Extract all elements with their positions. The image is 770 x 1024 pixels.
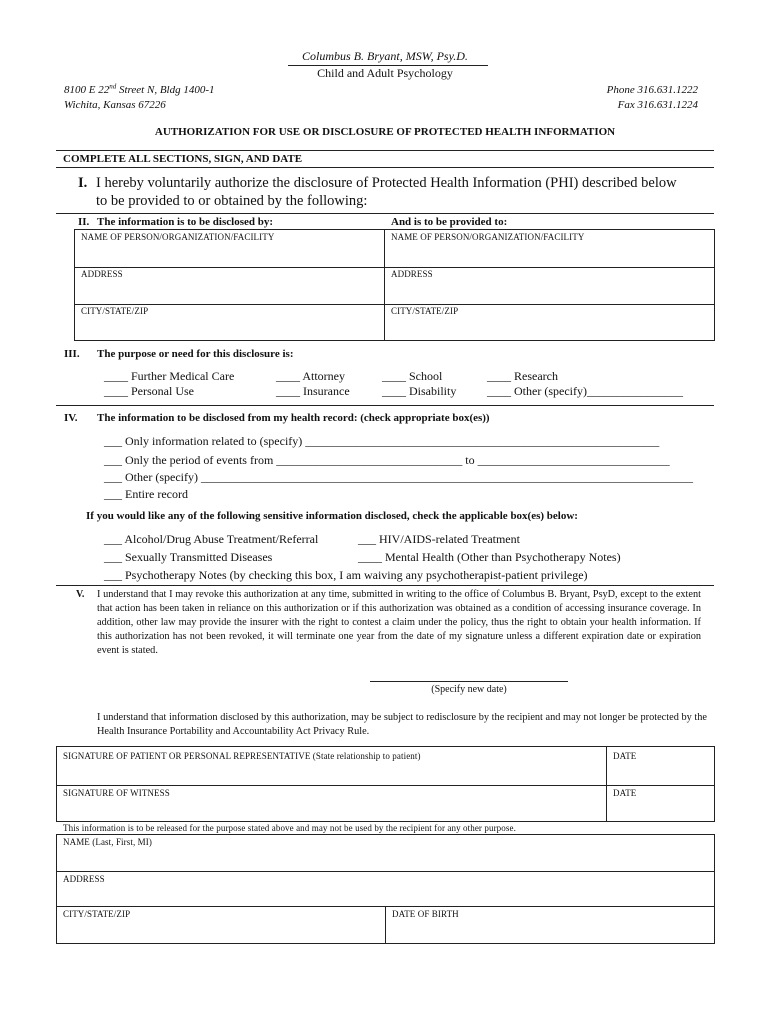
record-heading: The information to be disclosed from my health record: (check appropriate box(es)) [97,412,490,424]
new-date-label: (Specify new date) [431,684,507,695]
provided-to-heading: And is to be provided to: [391,216,508,228]
instructions: COMPLETE ALL SECTIONS, SIGN, AND DATE [63,153,303,165]
section-3-numeral: III. [64,348,80,360]
record-option[interactable]: ___ Entire record [104,487,188,501]
from-name-field[interactable]: NAME OF PERSON/ORGANIZATION/FACILITY [81,232,275,242]
patient-signature-field[interactable]: SIGNATURE OF PATIENT OR PERSONAL REPRESENTATIVE (State relationship to patient) [63,751,421,761]
witness-signature-field[interactable]: SIGNATURE OF WITNESS [63,788,170,798]
section-2-numeral: II. [78,216,90,228]
fax: Fax 316.631.1224 [617,99,698,111]
disclosed-by-heading: The information is to be disclosed by: [97,216,274,228]
row-divider [56,871,715,872]
patient-address-field[interactable]: ADDRESS [63,874,105,884]
section-1-line-2: to be provided to or obtained by the following: [96,193,368,209]
section-4-numeral: IV. [64,412,78,424]
row-divider [56,785,715,786]
address-line-2: Wichita, Kansas 67226 [64,99,166,111]
sensitive-heading: If you would like any of the following sensitive information disclosed, check the applicable box(es) below: [86,510,578,522]
record-option[interactable]: ___ Only information related to (specify) ___________________________________________________________ [104,434,660,448]
provider-name: Columbus B. Bryant, MSW, Psy.D. [302,49,468,63]
section-5-numeral: V. [76,589,85,600]
table-divider [606,746,607,822]
purpose-option[interactable]: ____ Research [487,369,558,383]
table-divider [385,906,386,944]
practice-name: Child and Adult Psychology [317,66,453,80]
purpose-option[interactable]: ____ Other (specify)________________ [487,384,683,398]
section-2-table [74,229,715,341]
sensitive-option[interactable]: ____ Mental Health (Other than Psychotherapy Notes) [358,550,621,564]
to-address-field[interactable]: ADDRESS [391,269,433,279]
from-city-field[interactable]: CITY/STATE/ZIP [81,306,149,316]
purpose-option[interactable]: ____ Disability [382,384,457,398]
new-date-line[interactable] [370,681,568,682]
row-divider [74,267,715,268]
patient-date-field[interactable]: DATE [613,751,637,761]
divider [56,405,714,406]
witness-date-field[interactable]: DATE [613,788,637,798]
purpose-option[interactable]: ____ Personal Use [104,384,194,398]
divider [56,167,714,168]
record-option[interactable]: ___ Only the period of events from _______________________________ to ________________________________ [104,453,670,467]
sensitive-option[interactable]: ___ HIV/AIDS-related Treatment [358,532,520,546]
patient-city-field[interactable]: CITY/STATE/ZIP [63,909,131,919]
patient-name-field[interactable]: NAME (Last, First, MI) [63,837,152,847]
purpose-option[interactable]: ____ Further Medical Care [104,369,235,383]
row-divider [74,304,715,305]
divider [56,585,714,586]
sensitive-option[interactable]: ___ Psychotherapy Notes (by checking this box, I am waiving any psychotherapist-patient privilege) [104,568,588,582]
address-line-1: 8100 E 22nd Street N, Bldg 1400-1 [64,82,215,96]
release-note: This information is to be released for the purpose stated above and may not be used by the recipient for any other purpose. [63,823,516,833]
purpose-option[interactable]: ____ School [382,369,443,383]
purpose-heading: The purpose or need for this disclosure is: [97,348,294,360]
phone: Phone 316.631.1222 [606,84,698,96]
purpose-option[interactable]: ____ Insurance [276,384,350,398]
divider [56,213,714,214]
record-option[interactable]: ___ Other (specify) __________________________________________________________________________________ [104,470,693,484]
from-address-field[interactable]: ADDRESS [81,269,123,279]
form-title: AUTHORIZATION FOR USE OR DISCLOSURE OF PROTECTED HEALTH INFORMATION [154,126,616,138]
redisclosure-text: I understand that information disclosed by this authorization, may be subject to redisclosure by the recipient and may not longer be protected by the Health Insurance Portability and Accountability Act Privacy Rule. [97,712,707,737]
to-name-field[interactable]: NAME OF PERSON/ORGANIZATION/FACILITY [391,232,585,242]
purpose-option[interactable]: ____ Attorney [276,369,345,383]
to-city-field[interactable]: CITY/STATE/ZIP [391,306,459,316]
date-of-birth-field[interactable]: DATE OF BIRTH [392,909,459,919]
table-divider [384,229,385,341]
divider [56,150,714,151]
sensitive-option[interactable]: ___ Alcohol/Drug Abuse Treatment/Referral [104,532,319,546]
section-1-line-1: I hereby voluntarily authorize the disclosure of Protected Health Information (PHI) described below [96,175,677,191]
sensitive-option[interactable]: ___ Sexually Transmitted Diseases [104,550,273,564]
revocation-text: I understand that I may revoke this authorization at any time, submitted in writing to the office of Columbus B. Bryant, PsyD, except to the extent that action has been taken in reliance on this authorization or if this authorization was obtained as a condition of accessing insurance coverage. In addition, other law may provide the insurer with the right to contest a claim under the policy, thus the right to obtain your health information. If this authorization has not been revoked, it will terminate one year from the date of my signature unless a different expiration date or expiration event is stated. [97,589,701,656]
section-1-numeral: I. [78,175,88,191]
